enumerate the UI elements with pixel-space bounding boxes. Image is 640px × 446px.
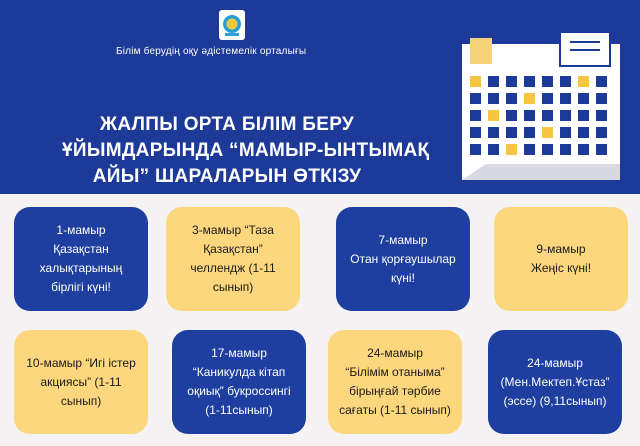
calendar-cell: [578, 93, 589, 104]
event-card-text: Жеңіс күні!: [530, 261, 592, 275]
calendar-cell: [488, 76, 499, 87]
calendar-cell: [596, 93, 607, 104]
calendar-cell: [578, 127, 589, 138]
calendar-cell: [542, 127, 553, 138]
calendar-cell: [596, 144, 607, 155]
event-card-text: челлендж (1-11: [190, 261, 276, 275]
event-card-text: сынып): [60, 393, 102, 408]
event-card-text: Отан қорғаушылар: [350, 251, 456, 266]
calendar-cell: [506, 127, 517, 138]
organization-name: Білім берудің оқу әдістемелік орталығы: [116, 46, 307, 57]
event-card-text: Қазақстан”: [203, 242, 263, 256]
calendar-cell: [488, 93, 499, 104]
calendar-cell: [470, 110, 481, 121]
event-card-text: сынып): [212, 280, 254, 294]
calendar-cell: [524, 127, 535, 138]
calendar-cell: [578, 76, 589, 87]
calendar-cell: [470, 93, 481, 104]
calendar-cell: [578, 144, 589, 155]
event-card: [488, 330, 622, 434]
event-card-text: акциясы” (1-11: [40, 374, 122, 389]
calendar-cell: [542, 110, 553, 121]
event-card-text: бірлігі күні!: [51, 280, 111, 294]
calendar-cell: [506, 110, 517, 121]
event-card-text: сағаты (1-11 сынып): [339, 403, 451, 417]
event-card: [14, 330, 148, 434]
calendar-cell: [506, 76, 517, 87]
calendar-cell: [578, 110, 589, 121]
calendar-cell: [560, 93, 571, 104]
calendar-cell: [542, 93, 553, 104]
calendar-cell: [524, 76, 535, 87]
header-banner: [0, 0, 640, 194]
event-card-text: халықтарының: [39, 261, 123, 275]
calendar-cell: [488, 110, 499, 121]
calendar-cell: [542, 76, 553, 87]
calendar-cell: [596, 110, 607, 121]
calendar-cell: [470, 76, 481, 87]
calendar-cell: [542, 144, 553, 155]
calendar-cell: [560, 144, 571, 155]
calendar-cell: [506, 144, 517, 155]
event-card-text: (эссе) (9,11сынып): [503, 393, 607, 408]
calendar-cell: [596, 76, 607, 87]
event-card: [14, 207, 148, 311]
calendar-cell: [560, 76, 571, 87]
calendar-cell: [524, 110, 535, 121]
calendar-cell: [470, 144, 481, 155]
event-card: [166, 207, 300, 311]
event-card-text: 24-мамыр: [367, 346, 423, 360]
event-card: [336, 207, 470, 311]
event-card-text: Қазақстан: [53, 242, 109, 256]
event-card-text: “Каникулда кітап: [192, 365, 286, 379]
calendar-cell: [470, 127, 481, 138]
event-card-text: 24-мамыр: [527, 355, 583, 370]
event-card-text: күні!: [391, 270, 415, 285]
event-card-text: (Мен.Мектеп.Ұстаз”: [500, 374, 610, 389]
calendar-cell: [488, 144, 499, 155]
title-line: АЙЫ” ШАРАЛАРЫН ӨТКІЗУ: [92, 166, 362, 187]
calendar-icon: [456, 24, 632, 186]
title-line: ҰЙЫМДАРЫНДА “МАМЫР-ЫНТЫМАҚ: [62, 140, 430, 161]
calendar-cell: [560, 127, 571, 138]
event-card: [328, 330, 462, 434]
calendar-cell: [596, 127, 607, 138]
calendar-cell: [560, 110, 571, 121]
event-card: [172, 330, 306, 434]
event-card-text: “Білімім отаныма”: [345, 365, 445, 379]
calendar-cell: [524, 144, 535, 155]
event-card-text: 9-мамыр: [536, 242, 586, 256]
event-card-text: (1-11сынып): [205, 403, 273, 417]
event-card-text: 1-мамыр: [56, 223, 106, 237]
event-card-text: оқиық” букроссингі: [187, 384, 291, 398]
event-card-text: 7-мамыр: [378, 232, 428, 247]
event-card-text: 10-мамыр “Игі істер: [26, 355, 136, 370]
event-card-text: бірыңғай тәрбие: [349, 384, 441, 398]
event-card: [494, 207, 628, 311]
calendar-cell: [506, 93, 517, 104]
emblem-icon: [219, 10, 245, 40]
title-line: ЖАЛПЫ ОРТА БІЛІМ БЕРУ: [99, 114, 355, 135]
event-card-text: 17-мамыр: [211, 346, 267, 360]
calendar-cell: [524, 93, 535, 104]
calendar-cell: [488, 127, 499, 138]
page-title: [62, 112, 430, 190]
event-card-text: 3-мамыр “Таза: [192, 223, 274, 237]
